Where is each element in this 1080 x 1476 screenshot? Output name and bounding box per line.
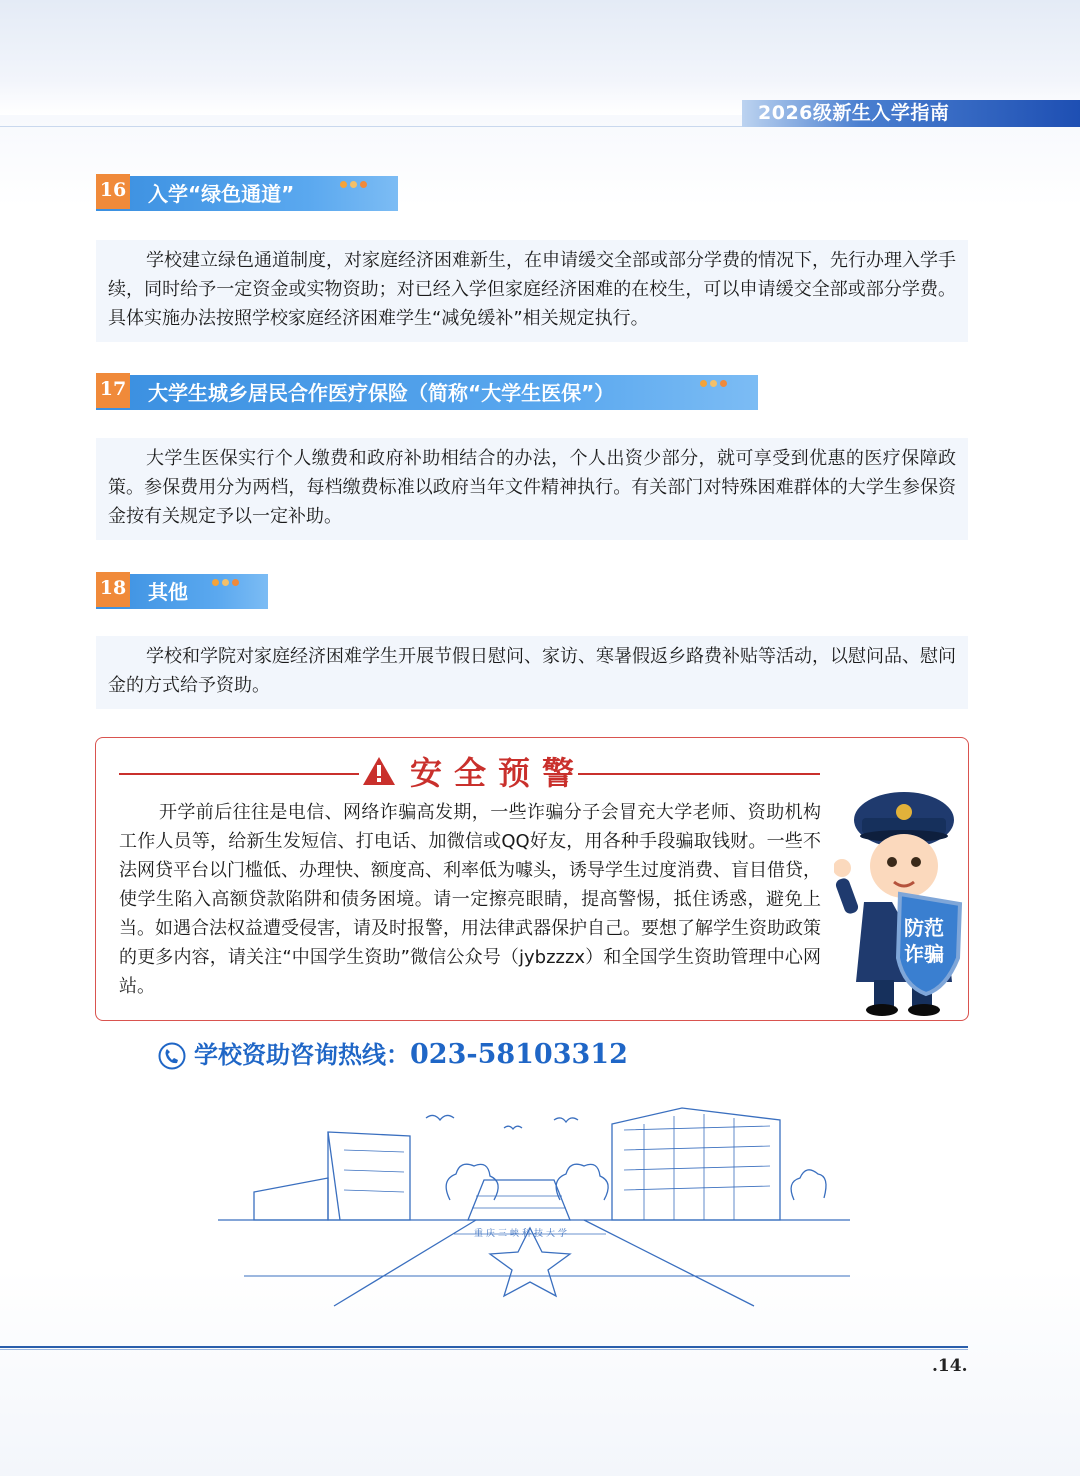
footer-divider: [0, 1346, 968, 1348]
section-number: 16: [96, 174, 130, 209]
section-title-18: [96, 574, 268, 609]
hotline-label: 学校资助咨询热线：: [194, 1041, 410, 1069]
section-title-17: [96, 375, 758, 410]
section-text: 学校建立绿色通道制度，对家庭经济困难新生，在申请缓交全部或部分学费的情况下，先行办理入学手续，同时给予一定资金或实物资助；对已经入学但家庭经济困难的在校生，可以申请缓交全部或部分学费。具体实施办法按照学校家庭经济困难学生“减免缓补”相关规定执行。: [108, 250, 956, 329]
section-text: 学校和学院对家庭经济困难学生开展节假日慰问、家访、寒暑假返乡路费补贴等活动，以慰问品、慰问金的方式给予资助。: [108, 646, 956, 696]
decor-dots: [212, 571, 242, 579]
section-body-16: [96, 240, 968, 342]
hotline-number: 023-58103312: [410, 1039, 628, 1070]
police-mascot-icon: [834, 782, 966, 1018]
section-label: 入学“绿色通道”: [148, 182, 295, 206]
warning-divider-left: [119, 773, 359, 775]
hotline: [194, 1035, 628, 1075]
shield-text-line1: 防范: [904, 916, 944, 940]
section-label: 其他: [148, 580, 188, 604]
header-title: 2026级新生入学指南: [758, 102, 950, 124]
decor-dots: [340, 173, 370, 181]
warning-divider-right: [578, 773, 820, 775]
section-label: 大学生城乡居民合作医疗保险（简称“大学生医保”）: [148, 381, 615, 405]
decor-dots: [700, 372, 730, 380]
safety-warning-box: [95, 737, 969, 1021]
page-number: .14.: [932, 1356, 968, 1376]
shield-text-line2: 诈骗: [904, 942, 944, 966]
warning-text: 开学前后往往是电信、网络诈骗高发期，一些诈骗分子会冒充大学老师、资助机构工作人员等，给新生发短信、打电话、加微信或QQ好友，用各种手段骗取钱财。一些不法网贷平台以门槛低、办理快、额度高、利率低为噱头，诱导学生过度消费、盲目借贷，使学生陷入高额贷款陷阱和债务困境。请一定擦亮眼睛，提高警惕，抵住诱惑，避免上当。如遇合法权益遭受侵害，请及时报警，用法律武器保护自己。要想了解学生资助政策的更多内容，请关注“中国学生资助”微信公众号（jybzzzx）和全国学生资助管理中心网站。: [119, 802, 821, 997]
footer-divider-thin: [0, 1349, 968, 1350]
section-body-18: [96, 636, 968, 709]
warning-title: 安全预警: [410, 754, 587, 792]
campus-sign: 重庆三峡科技大学: [474, 1229, 571, 1239]
section-number: 17: [96, 373, 130, 408]
header-divider: [0, 126, 742, 127]
campus-illustration-icon: [214, 1100, 854, 1310]
section-body-17: [96, 438, 968, 540]
top-background: [0, 0, 1080, 115]
section-number: 18: [96, 572, 130, 607]
section-text: 大学生医保实行个人缴费和政府补助相结合的办法，个人出资少部分，就可享受到优惠的医疗保障政策。参保费用分为两档，每档缴费标准以政府当年文件精神执行。有关部门对特殊困难群体的大学生参保资金按有关规定予以一定补助。: [108, 448, 956, 527]
warning-triangle-icon: [362, 756, 396, 786]
phone-icon: [158, 1042, 186, 1070]
section-title-16: [96, 176, 398, 211]
